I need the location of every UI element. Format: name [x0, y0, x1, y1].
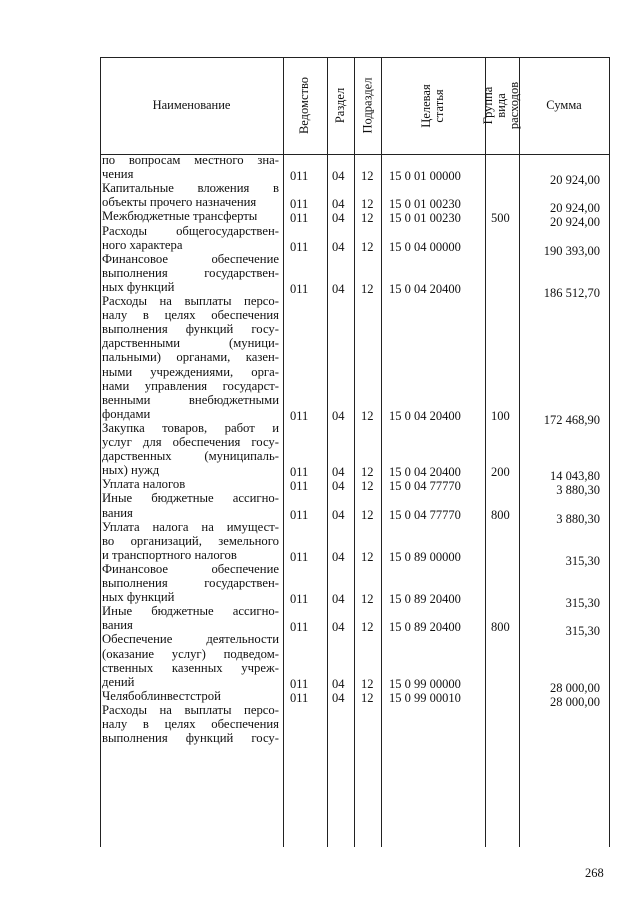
- header-name: [100, 57, 283, 154]
- row-dept: 011: [290, 549, 309, 564]
- row-name: ного характера: [102, 237, 183, 252]
- row-name: Расходы на выплаты персо-: [102, 702, 279, 717]
- row-target: 15 0 04 00000: [389, 239, 461, 254]
- row-section: 04: [332, 465, 345, 480]
- row-dept: 011: [290, 211, 309, 226]
- row-section: 04: [332, 239, 345, 254]
- row-subsection: 12: [361, 169, 374, 184]
- row-sum: 28 000,00: [550, 694, 600, 709]
- row-target: 15 0 89 00000: [389, 549, 461, 564]
- col-border: [485, 57, 486, 847]
- row-name: Межбюджетные трансферты: [102, 209, 258, 224]
- row-name: и транспортного налогов: [102, 547, 237, 562]
- row-subsection: 12: [361, 197, 374, 212]
- header-expense-group: [481, 57, 522, 154]
- row-name: дений: [102, 674, 135, 689]
- row-subsection: 12: [361, 620, 374, 635]
- row-target: 15 0 01 00000: [389, 169, 461, 184]
- row-subsection: 12: [361, 479, 374, 494]
- row-subsection: 12: [361, 676, 374, 691]
- row-name: ными учреждениями, орга-: [102, 364, 279, 379]
- row-name: нами управления государст-: [102, 378, 279, 393]
- row-section: 04: [332, 169, 345, 184]
- row-name: Финансовое обеспечение: [102, 561, 279, 576]
- row-name: ных функций: [102, 590, 175, 605]
- row-sum: 3 880,30: [556, 483, 600, 498]
- row-target: 15 0 04 20400: [389, 465, 461, 480]
- row-name: налу в целях обеспечения: [102, 717, 279, 731]
- header-sum: [519, 57, 609, 154]
- row-subsection: 12: [361, 239, 374, 254]
- row-expense-group: 800: [491, 620, 510, 635]
- row-name: по вопросам местного зна-: [102, 153, 279, 167]
- row-name: Обеспечение деятельности: [102, 632, 279, 647]
- row-name: вания: [102, 505, 133, 520]
- col-border: [354, 57, 355, 847]
- row-section: 04: [332, 676, 345, 691]
- row-name: Уплата налогов: [102, 477, 186, 492]
- row-name: ственных казенных учреж-: [102, 660, 279, 675]
- row-name: Уплата налога на имущест-: [102, 519, 279, 534]
- header-target: [381, 57, 485, 154]
- row-target: 15 0 01 00230: [389, 211, 461, 226]
- row-section: 04: [332, 690, 345, 705]
- header-sum-text: Сумма: [546, 98, 582, 112]
- page-number: 268: [585, 866, 604, 880]
- row-target: 15 0 99 00010: [389, 690, 461, 705]
- row-target: 15 0 89 20400: [389, 620, 461, 635]
- row-name: Иные бюджетные ассигно-: [102, 604, 279, 619]
- row-dept: 011: [290, 620, 309, 635]
- header-section: [327, 57, 354, 154]
- row-sum: 20 924,00: [550, 215, 600, 230]
- row-dept: 011: [290, 592, 309, 607]
- row-target: 15 0 04 77770: [389, 479, 461, 494]
- row-name: Капитальные вложения в: [102, 181, 279, 196]
- row-sum: 186 512,70: [543, 285, 600, 300]
- row-sum: 20 924,00: [550, 201, 600, 216]
- row-sum: 315,30: [565, 596, 600, 611]
- row-section: 04: [332, 281, 345, 296]
- row-sum: 315,30: [565, 553, 600, 568]
- row-section: 04: [332, 507, 345, 522]
- row-name: венными внебюджетными: [102, 392, 279, 407]
- row-subsection: 12: [361, 549, 374, 564]
- row-name: выполнения государствен-: [102, 265, 279, 280]
- row-section: 04: [332, 592, 345, 607]
- col-border: [609, 57, 610, 847]
- row-name: ных) нужд: [102, 463, 160, 478]
- row-section: 04: [332, 197, 345, 212]
- row-expense-group: 200: [491, 465, 510, 480]
- row-dept: 011: [290, 507, 309, 522]
- row-expense-group: 800: [491, 507, 510, 522]
- row-name: вания: [102, 618, 133, 633]
- row-subsection: 12: [361, 281, 374, 296]
- row-sum: 20 924,00: [550, 173, 600, 188]
- row-subsection: 12: [361, 465, 374, 480]
- row-section: 04: [332, 211, 345, 226]
- row-subsection: 12: [361, 211, 374, 226]
- row-sum: 172 468,90: [543, 412, 600, 427]
- row-subsection: 12: [361, 408, 374, 423]
- col-border: [327, 57, 328, 847]
- row-target: 15 0 04 20400: [389, 408, 461, 423]
- row-name: услуг для обеспечения госу-: [102, 435, 279, 449]
- row-expense-group: 100: [491, 408, 510, 423]
- row-name: объекты прочего назначения: [102, 195, 257, 210]
- header-target-text: Целевая статья: [419, 83, 446, 128]
- row-dept: 011: [290, 281, 309, 296]
- row-name: выполнения государствен-: [102, 576, 279, 590]
- row-dept: 011: [290, 690, 309, 705]
- header-section-text: Раздел: [333, 87, 348, 124]
- row-dept: 011: [290, 676, 309, 691]
- row-sum: 3 880,30: [556, 511, 600, 526]
- header-subsection-text: Подраздел: [360, 77, 374, 134]
- row-target: 15 0 04 20400: [389, 281, 461, 296]
- header-subsection: [354, 57, 381, 154]
- row-dept: 011: [290, 465, 309, 480]
- row-name: налу в целях обеспечения: [102, 308, 279, 323]
- header-dept: [283, 57, 327, 154]
- row-name: Финансовое обеспечение: [102, 251, 279, 266]
- row-section: 04: [332, 408, 345, 423]
- row-section: 04: [332, 620, 345, 635]
- row-target: 15 0 01 00230: [389, 197, 461, 212]
- row-dept: 011: [290, 408, 309, 423]
- row-target: 15 0 99 00000: [389, 676, 461, 691]
- col-border: [283, 57, 284, 847]
- row-subsection: 12: [361, 507, 374, 522]
- col-border: [100, 57, 101, 847]
- row-section: 04: [332, 549, 345, 564]
- row-dept: 011: [290, 169, 309, 184]
- row-dept: 011: [290, 197, 309, 212]
- row-sum: 14 043,80: [550, 469, 600, 484]
- row-sum: 190 393,00: [543, 243, 600, 258]
- row-name: выполнения функций госу-: [102, 731, 279, 746]
- row-subsection: 12: [361, 690, 374, 705]
- row-name: выполнения функций госу-: [102, 322, 279, 337]
- row-sum: 28 000,00: [550, 680, 600, 695]
- row-name: пальными) органами, казен-: [102, 350, 279, 365]
- header-dept-text: Ведомство: [297, 76, 312, 135]
- row-target: 15 0 04 77770: [389, 507, 461, 522]
- row-sum: 315,30: [565, 624, 600, 639]
- row-name: Иные бюджетные ассигно-: [102, 491, 279, 506]
- row-name: фондами: [102, 406, 151, 421]
- row-name: Расходы на выплаты персо-: [102, 294, 279, 308]
- row-name: Расходы общегосударствен-: [102, 223, 279, 238]
- row-target: 15 0 89 20400: [389, 592, 461, 607]
- row-name: Закупка товаров, работ и: [102, 420, 279, 435]
- row-dept: 011: [290, 239, 309, 254]
- row-section: 04: [332, 479, 345, 494]
- col-border: [381, 57, 382, 847]
- row-dept: 011: [290, 479, 309, 494]
- header-expense-group-text: Группа вида расходов: [481, 81, 522, 130]
- row-expense-group: 500: [491, 211, 510, 226]
- row-name: дарственными (муници-: [102, 336, 279, 351]
- row-name: Челябоблинвестстрой: [102, 688, 221, 703]
- row-name: ных функций: [102, 279, 175, 294]
- row-name: дарственных (муниципаль-: [102, 449, 279, 464]
- row-subsection: 12: [361, 592, 374, 607]
- header-name-text: Наименование: [152, 98, 231, 112]
- row-name: (оказание услуг) подведом-: [102, 646, 279, 661]
- row-name: чения: [102, 167, 134, 182]
- row-name: во организаций, земельного: [102, 533, 279, 548]
